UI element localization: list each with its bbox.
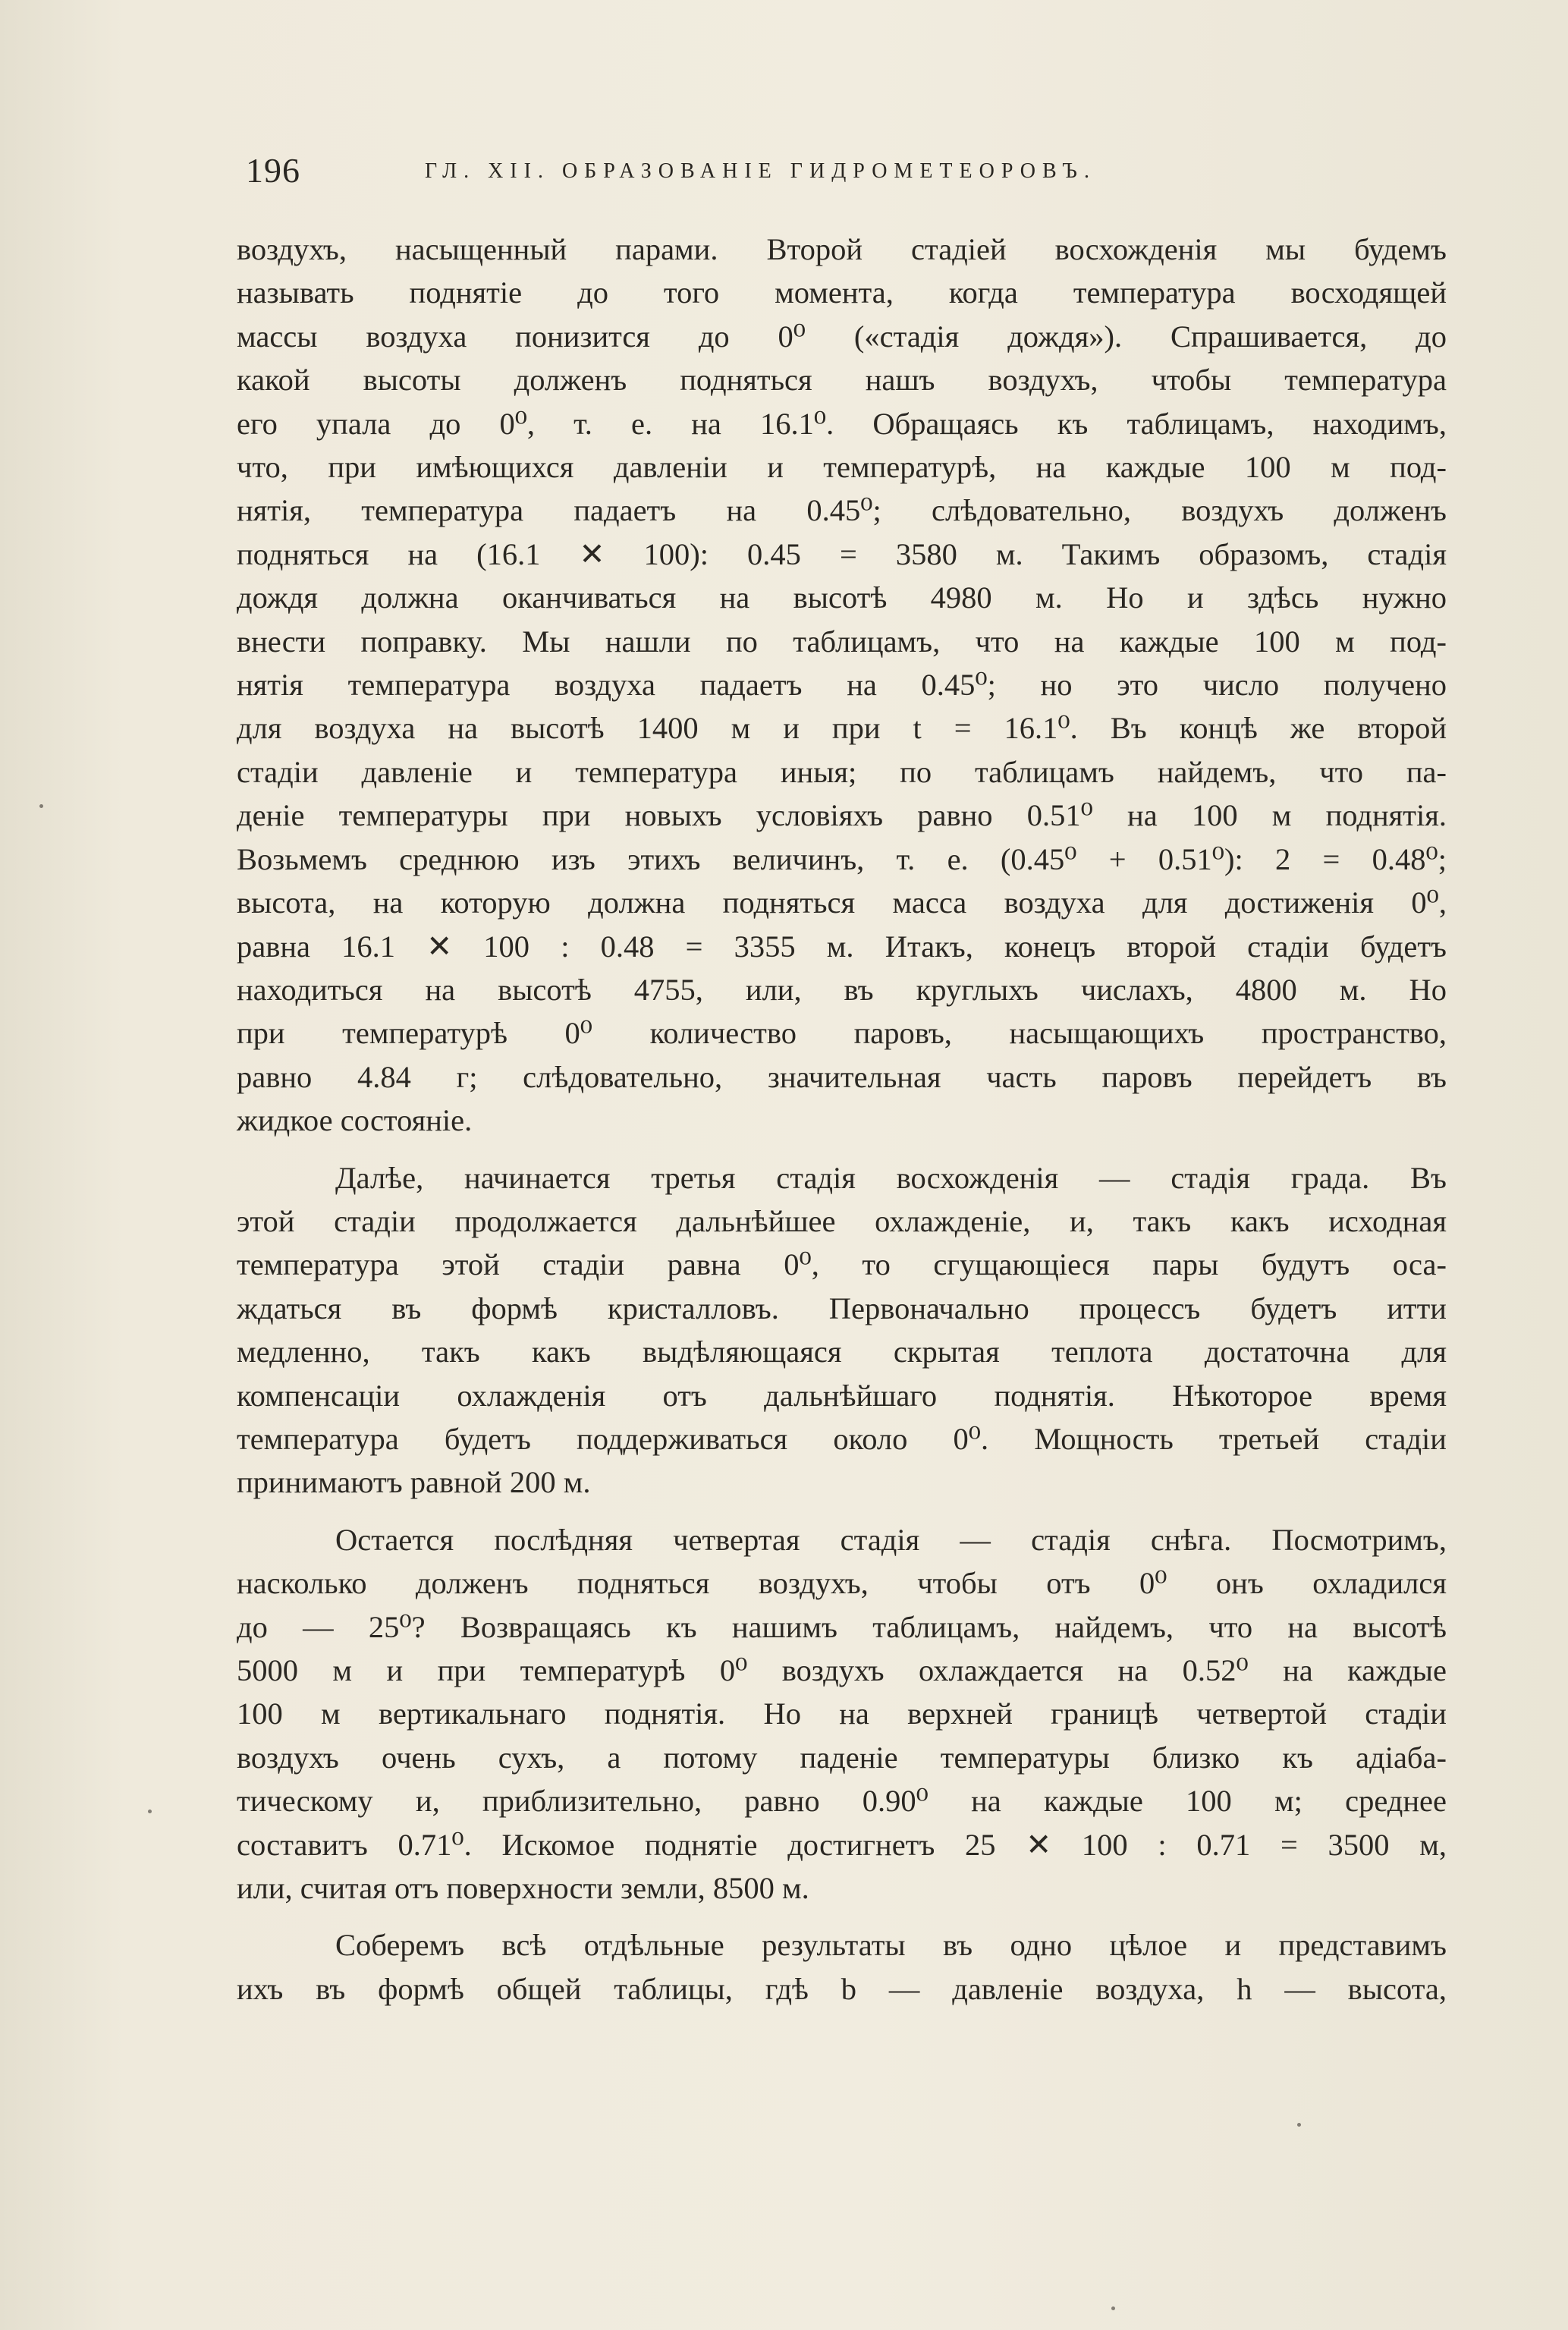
text-line: воздухъ, насыщенный парами. Второй стадіей восхожденія мы будемъ (237, 232, 1447, 266)
text-line: 5000 м и при температурѣ 0⁰ воздухъ охлаждается на 0.52⁰ на каждые (237, 1653, 1447, 1687)
text-line: жидкое состояніе. (237, 1103, 473, 1138)
text-line: до — 25⁰? Возвращаясь къ нашимъ таблицамъ, найдемъ, что на высотѣ (237, 1609, 1447, 1644)
text-line: подняться на (16.1 ✕ 100): 0.45 = 3580 м. Такимъ образомъ, стадія (237, 536, 1447, 571)
text-line: нятія, температура падаетъ на 0.45⁰; слѣдовательно, воздухъ долженъ (237, 493, 1447, 528)
text-line: его упала до 0⁰, т. е. на 16.1⁰. Обращаясь къ таблицамъ, находимъ, (237, 406, 1447, 441)
text-line: Остается послѣдняя четвертая стадія — стадія снѣга. Посмотримъ, (335, 1522, 1447, 1557)
text-line: деніе температуры при новыхъ условіяхъ равно 0.51⁰ на 100 м поднятія. (237, 798, 1447, 833)
text-line: этой стадіи продолжается дальнѣйшее охлажденіе, и, такъ какъ исходная (237, 1203, 1447, 1238)
text-line: стадіи давленіе и температура иныя; по таблицамъ найдемъ, что па- (237, 754, 1447, 789)
paragraph-summary (237, 1923, 1447, 2011)
paragraph-fourth-stage (237, 1518, 1447, 1910)
text-line: равно 4.84 г; слѣдовательно, значительная часть паровъ перейдетъ въ (237, 1059, 1447, 1094)
text-line: массы воздуха понизится до 0⁰ («стадія дождя»). Спрашивается, до (237, 319, 1447, 354)
text-line: равна 16.1 ✕ 100 : 0.48 = 3355 м. Итакъ, конецъ второй стадіи будетъ (237, 929, 1447, 964)
text-line: дождя должна оканчиваться на высотѣ 4980 м. Но и здѣсь нужно (237, 580, 1447, 615)
speck (1297, 2123, 1301, 2127)
speck (39, 804, 43, 808)
text-line: температура будетъ поддерживаться около 0⁰. Мощность третьей стадіи (237, 1421, 1447, 1456)
body-text (237, 228, 1447, 2011)
text-line: температура этой стадіи равна 0⁰, то сгущающіеся пары будутъ оса- (237, 1247, 1447, 1282)
text-line: ихъ въ формѣ общей таблицы, гдѣ b — давленіе воздуха, h — высота, (237, 1971, 1447, 2006)
text-line: высота, на которую должна подняться масса воздуха для достиженія 0⁰, (237, 885, 1447, 920)
text-line: компенсаціи охлажденія отъ дальнѣйшаго поднятія. Нѣкоторое время (237, 1378, 1447, 1413)
text-line: внести поправку. Мы нашли по таблицамъ, что на каждые 100 м под- (237, 624, 1447, 659)
text-line: или, считая отъ поверхности земли, 8500 м. (237, 1871, 809, 1906)
speck (148, 1810, 152, 1813)
page-header (243, 150, 1456, 196)
text-line: Соберемъ всѣ отдѣльные результаты въ одно цѣлое и представимъ (335, 1928, 1447, 1963)
text-line: что, при имѣющихся давленіи и температурѣ, на каждые 100 м под- (237, 450, 1447, 485)
running-title: ГЛ. XII. ОБРАЗОВАНІЕ ГИДРОМЕТЕОРОВЪ. (425, 159, 1096, 183)
text-line: принимаютъ равной 200 м. (237, 1465, 591, 1500)
page-number: 196 (246, 151, 300, 190)
text-line: тическому и, приблизительно, равно 0.90⁰ на каждые 100 м; среднее (237, 1784, 1447, 1819)
text-line: нятія температура воздуха падаетъ на 0.45⁰; но это число получено (237, 668, 1447, 703)
text-line: Возьмемъ среднюю изъ этихъ величинъ, т. е. (0.45⁰ + 0.51⁰): 2 = 0.48⁰; (237, 841, 1447, 876)
text-line: какой высоты долженъ подняться нашъ воздухъ, чтобы температура (237, 363, 1447, 398)
text-line: находиться на высотѣ 4755, или, въ круглыхъ числахъ, 4800 м. Но (237, 972, 1447, 1007)
text-line: называть поднятіе до того момента, когда температура восходящей (237, 275, 1447, 310)
paragraph-second-stage (237, 228, 1447, 1143)
text-line: 100 м вертикальнаго поднятія. Но на верхней границѣ четвертой стадіи (237, 1696, 1447, 1731)
text-line: при температурѣ 0⁰ количество паровъ, насыщающихъ пространство, (237, 1016, 1447, 1051)
speck (1111, 2306, 1115, 2310)
text-line: воздухъ очень сухъ, а потому паденіе температуры близко къ адіаба- (237, 1740, 1447, 1775)
text-line: ждаться въ формѣ кристалловъ. Первоначально процессъ будетъ итти (237, 1291, 1447, 1325)
text-line: медленно, такъ какъ выдѣляющаяся скрытая теплота достаточна для (237, 1335, 1447, 1369)
text-line: составитъ 0.71⁰. Искомое поднятіе достигнетъ 25 ✕ 100 : 0.71 = 3500 м, (237, 1827, 1447, 1862)
text-line: Далѣе, начинается третья стадія восхожденія — стадія града. Въ (335, 1160, 1447, 1195)
text-line: для воздуха на высотѣ 1400 м и при t = 16.1⁰. Въ концѣ же второй (237, 711, 1447, 746)
paragraph-third-stage (237, 1156, 1447, 1505)
text-line: насколько долженъ подняться воздухъ, чтобы отъ 0⁰ онъ охладился (237, 1566, 1447, 1601)
